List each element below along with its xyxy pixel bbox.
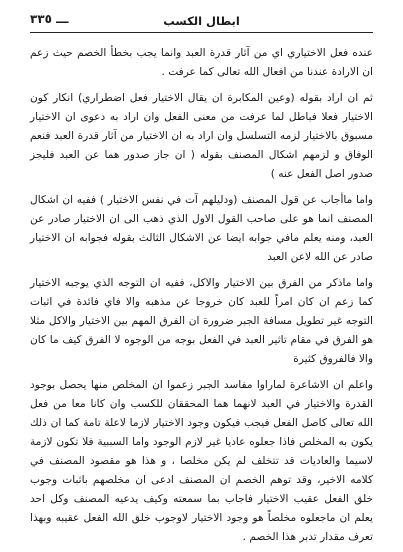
paragraph-5: واعلم ان الاشاعرة لماراوا مفاسد الجبر زعموا ان المخلص منها يحصل بوجود القدرة والاختيار في العبد لانهما هما المحققان للكسب وان كانا معا من فعل الله تعالى كاصل الفعل فيجب فيكون وجود الاختيار لازما لاعلة تامة كما ان ذلك يكون به المخلص فاذا جعلوه عاديا غير لازم الوجود واما السببية فلا تكون لازمة لاسيما والعاديات قد تتخلف لم يكن مخلصا ، و هذا هو مقصود المصنف في كلامه الاخير، وقد توهم الخصم ان المصنف ادعى ان مخلصهم باثبات وجوب خلق الفعل عقيب الاختيار فاجاب بما سمعته وكيف يدعيه المصنف وكل احد يعلم ان ماجعلوه مخلصاً هو وجود الاختيار لاوجوب خلق الله الفعل عقيبه وبهذا تعرف مقدار تدبر هذا الخصم .: [30, 379, 373, 543]
page-body: [30, 44, 373, 547]
paragraph-3: واما ماأجاب عن قول المصنف (ودليلهم آت في نفس الاختيار ) ففيه ان اشكال المصنف انما هو على صاحب القول الاول الذي ذهب الى ان الاختيار صادر عن العبد، ومنه يعلم مافي جوابه ايضا عن الاشكال الثالث بقوله فجوابه ان الاختيار صادر عن الله لاعن العبد: [30, 194, 373, 263]
paragraph-1: عنده فعل الاختياري اي من آثار قدرة العبد وانما يجب بخطأ الخصم حيث زعم ان الارادة عندنا من افعال الله تعالى كما عرفت .: [30, 47, 373, 78]
page-header: [30, 10, 373, 36]
paragraph-2: ثم ان اراد بقوله (وعين المكابرة ان يقال الاختيار فعل اضطراري) انكار كون الاختيار فعلا فباطل لما عرفت من معنى الفعل وان اراد به دعوى ان الاختيار مسبوق بالاختيار لزمه التسلسل وان اراد به ان الاختيار من آثار قدرة العبد فنعم الوفاق و لزمهم اشكال المصنف بقوله ( ان جاز صدور هما عن العبد فليجز صدور اصل الفعل عنه ): [30, 92, 373, 180]
paragraph-4: واما ماذكر من الفرق بين الاختيار والاكل، ففيه ان التوجه الذي يوجبه الاختيار كما زعم ان كان امراً للعبد كان خروجا عن مذهبه والا فاي فائدة في اثبات التوجه غير تطويل مسافة الجبر ضرورة ان الفرق المهم بين الاختيار والاكل مثلا هو الفرق في مقام تاثير العبد في الفعل بوجه من الوجوه لا الفرق كيف ما كان والا فالفروق كثيرة: [30, 277, 373, 365]
page-number: ـــ ٣٣٥: [30, 12, 69, 26]
header-rule: [30, 32, 373, 33]
running-title: ابطال الكسب: [163, 14, 240, 28]
